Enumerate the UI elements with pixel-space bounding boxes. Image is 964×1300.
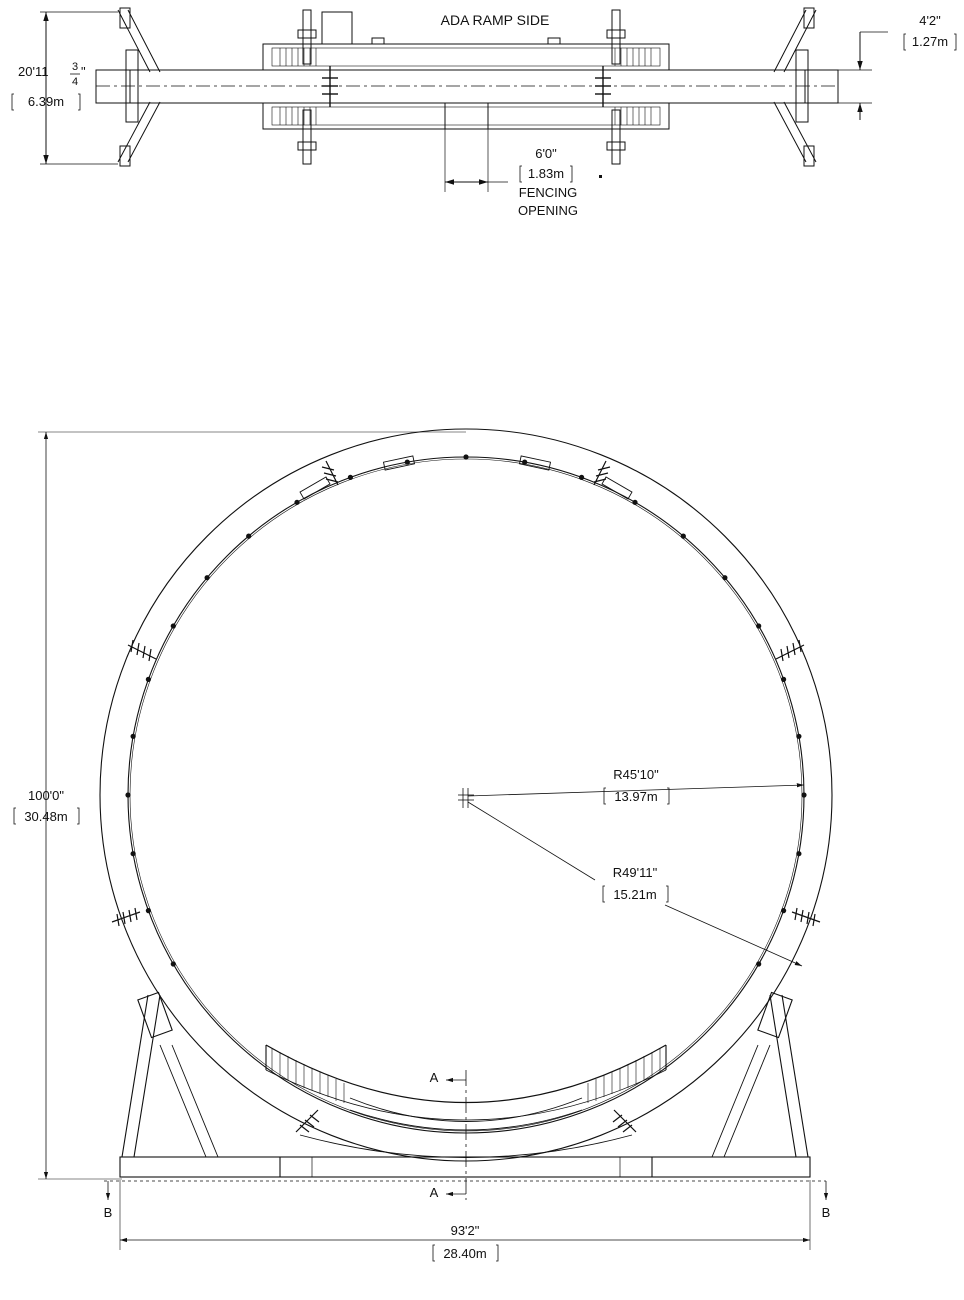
ring-bolt bbox=[131, 734, 136, 739]
ring-bolt bbox=[146, 908, 151, 913]
ring-bolt bbox=[796, 734, 801, 739]
section-a-bottom: A bbox=[429, 1185, 439, 1200]
ring-bolt bbox=[125, 792, 130, 797]
ring-bolt bbox=[171, 623, 176, 628]
section-b-right: B bbox=[821, 1205, 831, 1220]
inner-radius-dim: R45'10" bbox=[613, 767, 659, 782]
ring-bolt bbox=[294, 500, 299, 505]
opening-label-1: FENCING bbox=[518, 185, 578, 200]
ring-bolt bbox=[781, 677, 786, 682]
plan-view bbox=[40, 8, 888, 192]
height-dim: 100'0" bbox=[27, 788, 65, 803]
ring-bolt bbox=[205, 575, 210, 580]
base-width-metric: 28.40m bbox=[443, 1246, 487, 1261]
ring-bolt bbox=[131, 851, 136, 856]
ring-bolt bbox=[579, 475, 584, 480]
section-a-top: A bbox=[429, 1070, 439, 1085]
ada-ramp-label: ADA RAMP SIDE bbox=[440, 12, 550, 28]
elevation-view bbox=[38, 429, 832, 1250]
plan-walkway-dim: 4'2" bbox=[919, 13, 941, 28]
ring-bolt bbox=[681, 534, 686, 539]
plan-width-dim: 20'11 bbox=[18, 64, 49, 79]
plan-walkway-metric: 1.27m bbox=[911, 34, 949, 49]
plan-width-frac-den: 4 bbox=[72, 76, 79, 88]
ring-bolt bbox=[146, 677, 151, 682]
ring-bolt bbox=[522, 460, 527, 465]
elevation-text bbox=[14, 767, 830, 1261]
plan-width-inch: " bbox=[81, 64, 86, 79]
ring-bolt bbox=[246, 534, 251, 539]
ring-bolt bbox=[171, 961, 176, 966]
ring-bolts bbox=[125, 454, 806, 966]
ring-bolt bbox=[722, 575, 727, 580]
base-width-dim: 93'2" bbox=[450, 1223, 480, 1238]
ring-bolt bbox=[405, 460, 410, 465]
inner-radius-metric: 13.97m bbox=[614, 789, 658, 804]
opening-metric: 1.83m bbox=[527, 166, 565, 181]
ring-bolt bbox=[756, 623, 761, 628]
plan-width-frac-num: 3 bbox=[72, 61, 79, 73]
opening-dim: 6'0" bbox=[535, 146, 557, 161]
ring-bolt bbox=[632, 500, 637, 505]
ring-bolt bbox=[796, 851, 801, 856]
ring-bolt bbox=[348, 475, 353, 480]
section-b-left: B bbox=[103, 1205, 113, 1220]
opening-label-2: OPENING bbox=[518, 203, 578, 218]
outer-radius-dim: R49'11" bbox=[612, 865, 658, 880]
plan-width-metric: 6.39m bbox=[27, 94, 65, 109]
ring-bolt bbox=[756, 961, 761, 966]
outer-radius-metric: 15.21m bbox=[613, 887, 657, 902]
ring-bolt bbox=[801, 792, 806, 797]
height-metric: 30.48m bbox=[24, 809, 68, 824]
ring-bolt bbox=[463, 454, 468, 459]
ring-bolt bbox=[781, 908, 786, 913]
